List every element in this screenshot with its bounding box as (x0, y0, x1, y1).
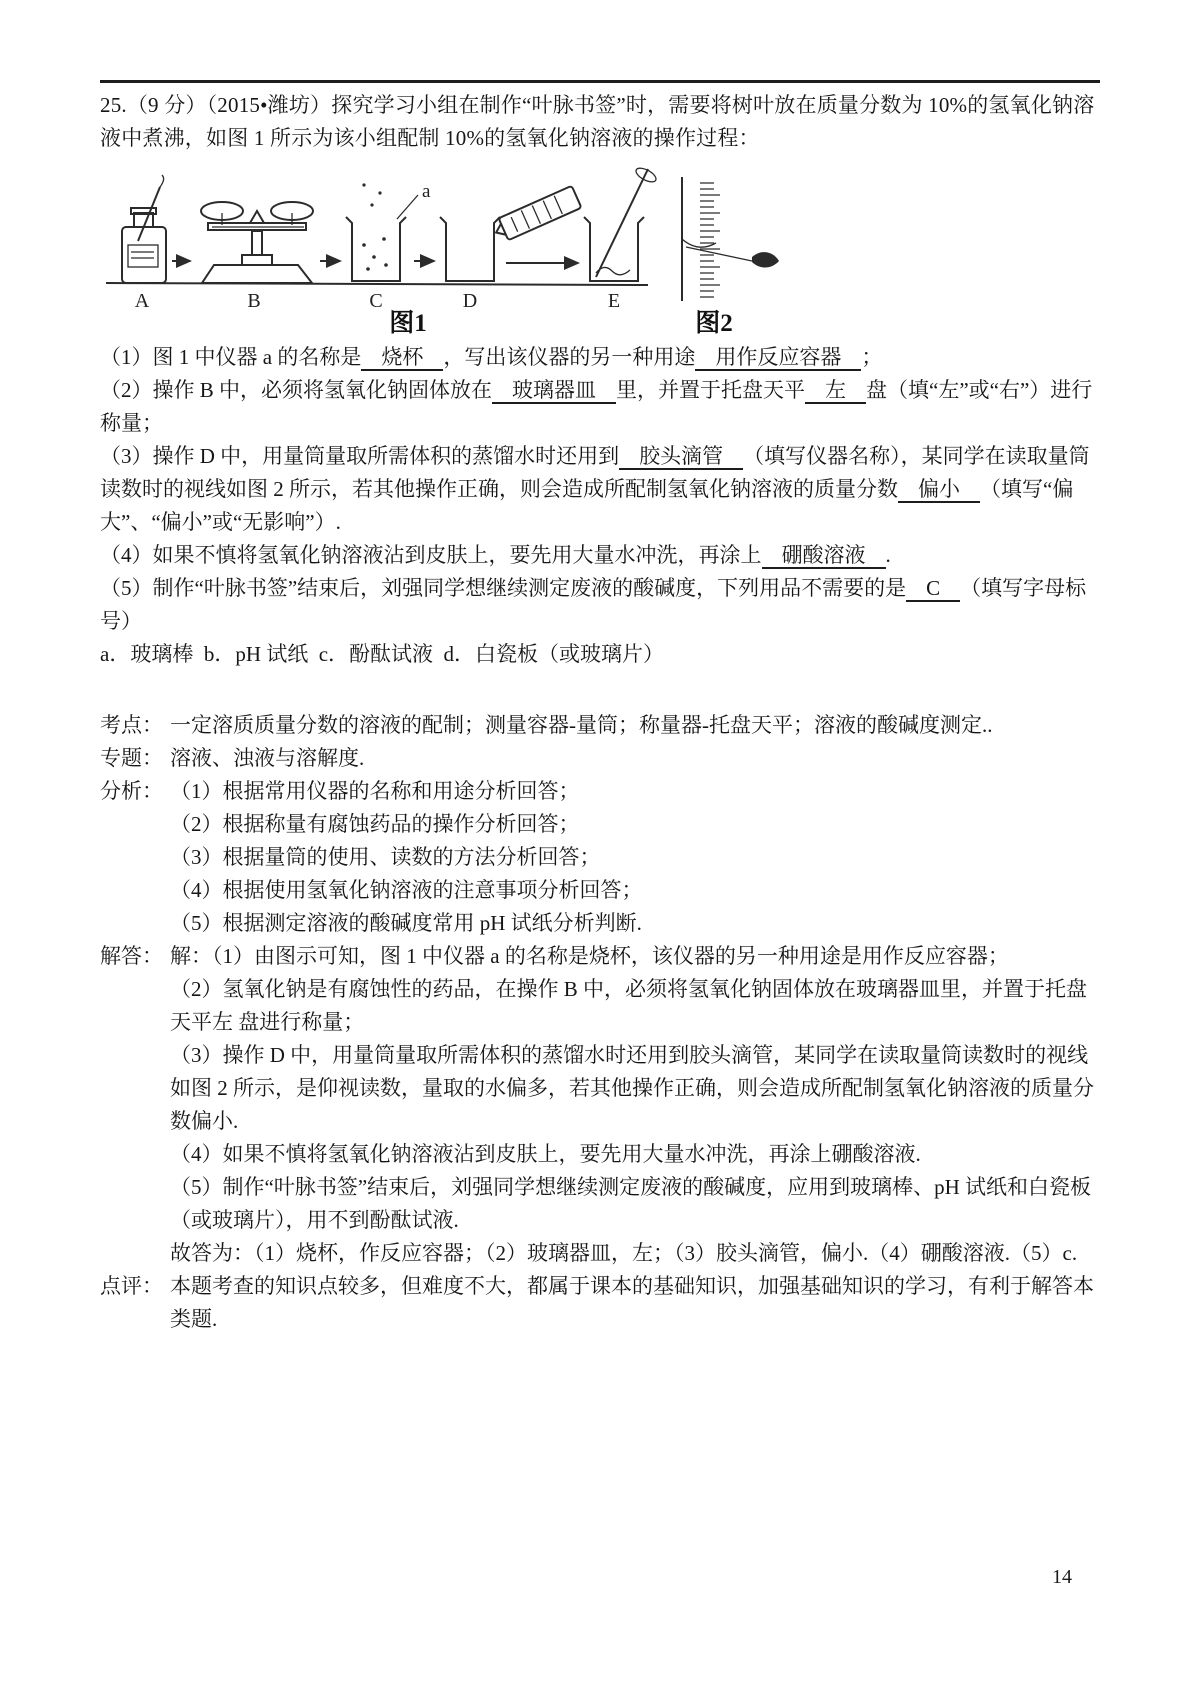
question-item-5 (100, 572, 1100, 638)
beaker-e-with-rod (584, 165, 658, 281)
text-segment: （填写字母标号） (100, 576, 1087, 633)
section-fenxi (100, 775, 1100, 940)
section-label: 解答： (100, 944, 163, 968)
section-body (170, 1270, 1100, 1336)
section-label: 点评： (100, 1274, 163, 1298)
page-number: 14 (1052, 1566, 1072, 1588)
section-label: 分析： (100, 779, 163, 803)
section-paragraph: （3）根据量筒的使用、读数的方法分析回答； (170, 845, 601, 869)
text-segment: 里，并置于托盘天平 (616, 378, 806, 402)
text-segment: （3）操作 D 中，用量筒量取所需体积的蒸馏水时还用到 (100, 444, 620, 468)
beaker-c (346, 181, 431, 281)
answer-blank: 胶头滴管 (619, 444, 743, 470)
option-list: a．玻璃棒 b．pH 试纸 c．酚酞试液 d．白瓷板（或玻璃片） (100, 642, 665, 666)
text-segment: （1）图 1 中仪器 a 的名称是 (100, 345, 362, 369)
question-item-1 (100, 341, 1100, 374)
answer-blank: C (906, 576, 960, 602)
beaker-d (440, 217, 500, 281)
question-item-3 (100, 440, 1100, 539)
eye-icon (752, 252, 779, 267)
text-segment: ，写出该仪器的另一种用途 (443, 345, 696, 369)
question-item-4 (100, 539, 1100, 572)
text-segment: 盘（填“左”或“右”）进行称量； (100, 378, 1093, 435)
section-paragraph: （2）根据称量有腐蚀药品的操作分析回答； (170, 812, 580, 836)
step-label-a: A (134, 290, 150, 312)
section-paragraph: 故答为：（1）烧杯，作反应容器；（2）玻璃器皿，左；（3）胶头滴管，偏小.（4）硼酸溶液.（5）c. (170, 1241, 1078, 1265)
reagent-bottle (122, 175, 166, 283)
section-paragraph: （5）根据测定溶液的酸碱度常用 pH 试纸分析判断. (170, 911, 642, 935)
ground-line (106, 283, 648, 285)
section-paragraph: （1）根据常用仪器的名称和用途分析回答； (170, 779, 580, 803)
section-paragraph: （4）根据使用氢氧化钠溶液的注意事项分析回答； (170, 878, 643, 902)
beaker-pointer-label: a (422, 181, 431, 202)
answer-blank: 烧杯 (361, 345, 443, 371)
figure2-caption: 图2 (695, 310, 733, 337)
section-zhuanti (100, 742, 1100, 775)
section-paragraph: 一定溶质质量分数的溶液的配制；测量容器-量筒；称量器-托盘天平；溶液的酸碱度测定.. (170, 713, 993, 737)
answer-blank: 左 (805, 378, 866, 404)
section-paragraph: （3）操作 D 中，用量筒量取所需体积的蒸馏水时还用到胶头滴管，某同学在读取量筒读数时的视线如图 2 所示，是仰视读数，量取的水偏多，若其他操作正确，则会造成所配制氢氧化钠溶液的质量分数偏小. (170, 1043, 1094, 1133)
section-paragraph: （2）氢氧化钠是有腐蚀性的药品，在操作 B 中，必须将氢氧化钠固体放在玻璃器皿里，并置于托盘天平左 盘进行称量； (170, 977, 1088, 1034)
step-label-b: B (247, 290, 261, 312)
balance-scale (201, 202, 313, 283)
text-segment: ； (861, 345, 883, 369)
section-paragraph: 本题考查的知识点较多，但难度不大，都属于课本的基础知识，加强基础知识的学习，有利于解答本类题. (170, 1274, 1094, 1331)
step-label-c: C (369, 290, 383, 312)
answer-blank: 用作反应容器 (695, 345, 861, 371)
section-paragraph: （4）如果不慎将氢氧化钠溶液沾到皮肤上，要先用大量水冲洗，再涂上硼酸溶液. (170, 1142, 921, 1166)
section-body (170, 742, 1100, 775)
section-jieda (100, 940, 1100, 1270)
answer-sections (100, 709, 1100, 1336)
document-page (100, 80, 1100, 1336)
figure-drawing (100, 161, 1100, 337)
step-label-e: E (607, 290, 621, 312)
text-segment: （5）制作“叶脉书签”结束后，刘强同学想继续测定废液的酸碱度，下列用品不需要的是 (100, 576, 907, 600)
pointer-line-a (397, 195, 418, 219)
section-label: 专题： (100, 746, 163, 770)
section-body (170, 940, 1100, 1270)
question-items (100, 341, 1100, 671)
text-segment: （2）操作 B 中，必须将氢氧化钠固体放在 (100, 378, 493, 402)
question-item-2 (100, 374, 1100, 440)
step-label-d: D (462, 290, 478, 312)
section-dianping (100, 1270, 1100, 1336)
graduated-cylinder-pouring (491, 186, 581, 244)
answer-blank: 玻璃器皿 (492, 378, 616, 404)
section-body (170, 775, 1100, 940)
measuring-cylinder-reading (682, 177, 779, 301)
answer-blank: 偏小 (898, 477, 980, 503)
section-kaodian (100, 709, 1100, 742)
graduation-ticks (700, 183, 720, 297)
text-segment: （填写仪器名称），某同学在读取量筒读数时的视线如图 2 所示，若其他操作正确，则会造成所配制氢氧化钠溶液的质量分数 (100, 444, 1090, 501)
section-body (170, 709, 1100, 742)
question-intro: 25.（9 分）（2015•潍坊）探究学习小组在制作“叶脉书签”时，需要将树叶放在质量分数为 10%的氢氧化钠溶液中煮沸，如图 1 所示为该小组配制 10%的氢氧化钠溶液的操作过程： (100, 93, 1095, 150)
section-paragraph: 溶液、浊液与溶解度. (170, 746, 365, 770)
section-paragraph: 解：（1）由图示可知，图 1 中仪器 a 的名称是烧杯，该仪器的另一种用途是用作反应容器； (170, 944, 1009, 968)
figure1-caption: 图1 (389, 310, 427, 337)
section-label: 考点： (100, 713, 163, 737)
answer-blank: 硼酸溶液 (762, 543, 886, 569)
section-paragraph: （5）制作“叶脉书签”结束后，刘强同学想继续测定废液的酸碱度，应用到玻璃棒、pH 试纸和白瓷板（或玻璃片），用不到酚酞试液. (170, 1175, 1092, 1232)
figure-lab-apparatus (100, 161, 1100, 337)
text-segment: （填写“偏大”、“偏小”或“无影响”）. (100, 477, 1074, 534)
text-segment: . (885, 543, 891, 567)
text-segment: （4）如果不慎将氢氧化钠溶液沾到皮肤上，要先用大量水冲洗，再涂上 (100, 543, 762, 567)
